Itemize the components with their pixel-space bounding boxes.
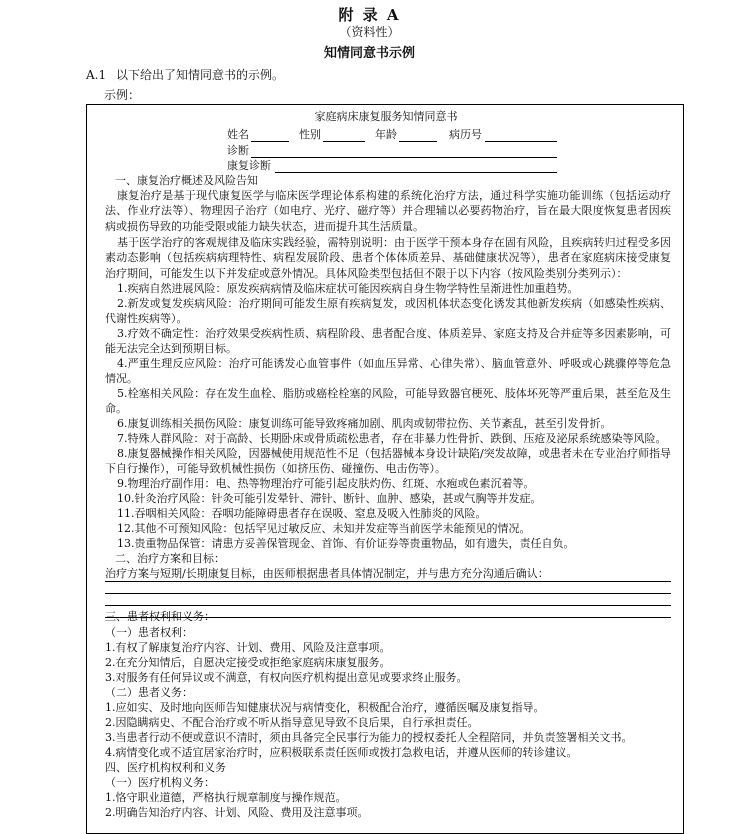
risk-item-10: 10.针灸治疗风险：针灸可能引发晕针、滞针、断针、血肿、感染，甚或气胸等并发症。 bbox=[117, 492, 542, 505]
diagnosis-blank[interactable] bbox=[251, 157, 557, 158]
institution-item-1: 1.恪守职业道德，严格执行规章制度与操作规范。 bbox=[105, 791, 347, 804]
risk-item-1: 1.疾病自然进展风险：原发疾病病情及临床症状可能因疾病自身生物学特性呈渐进性加重趋势。 bbox=[117, 282, 579, 295]
record-blank[interactable] bbox=[485, 141, 557, 142]
appendix-title: 附 录 A bbox=[338, 6, 401, 24]
risk-item-12: 12.其他不可预知风险：包括罕见过敏反应、未知并发症等当前医学未能预见的情况。 bbox=[117, 522, 531, 535]
plan-line-3[interactable] bbox=[105, 605, 671, 606]
appendix-heading: 知情同意书示例 bbox=[323, 46, 415, 61]
risk-item-9: 9.物理治疗副作用：电、热等物理治疗可能引起皮肤灼伤、红斑、水疱或色素沉着等。 bbox=[117, 477, 535, 490]
risk-item-8: 8.康复器械操作相关风险，因器械使用规范性不足（包括器械本身设计缺陷/突发故障，或患者未在专业治疗师指导下自行操作），可能导致机械性损伤（如挤压伤、碰撞伤、电击伤等）。 bbox=[105, 447, 671, 476]
risk-item-3: 3.疗效不确定性：治疗效果受疾病性质、病程阶段、患者配合度、体质差异、家庭支持及合并症等多因素影响，可能无法完全达到预期目标。 bbox=[105, 327, 671, 356]
section-number: A.1 bbox=[86, 68, 107, 82]
section-a1 bbox=[86, 66, 284, 83]
risk-item-4: 4.严重生理反应风险：治疗可能诱发心血管事件（如血压异常、心律失常）、脑血管意外、呼吸或心跳骤停等危急情况。 bbox=[105, 357, 671, 386]
duties-item-4: 4.病情变化或不适宜居家治疗时，应积极联系责任医师或拨打急救电话，并遵从医师的转诊建议。 bbox=[105, 746, 578, 759]
s1-paragraph-2: 基于医学治疗的客观规律及临床实践经验，需特别说明：由于医学干预本身存在固有风险，且疾病转归过程受多因素动态影响（包括疾病病理特性、病程发展阶段、患者个体体质差异、基础健康状况等），患者在家庭病床接受康复治疗期间，可能发生以下并发症或意外情况。具体风险类型包括但不限于以下内容（按风险类别分类列示）： bbox=[105, 236, 671, 280]
s3-title: 三、患者权利和义务： bbox=[105, 610, 215, 623]
record-label: 病历号 bbox=[449, 128, 482, 141]
s3-rights-heading: （一）患者权利： bbox=[105, 626, 193, 639]
plan-line-2[interactable] bbox=[105, 593, 671, 594]
duties-item-3: 3.当患者行动不便或意识不清时，须由具备完全民事行为能力的授权委托人全程陪同，并负责签署相关文书。 bbox=[105, 731, 633, 744]
rehab-diagnosis-label: 康复诊断 bbox=[227, 159, 271, 172]
appendix-subtitle: （资料性） bbox=[339, 25, 400, 39]
age-blank[interactable] bbox=[399, 141, 437, 142]
s2-title: 二、治疗方案和目标： bbox=[115, 552, 225, 565]
name-blank[interactable] bbox=[251, 141, 289, 142]
risk-item-5: 5.栓塞相关风险：存在发生血栓、脂肪或癌栓栓塞的风险，可能导致器官梗死、肢体坏死等严重后果，甚至危及生命。 bbox=[105, 387, 671, 416]
s4-title: 四、医疗机构权利和义务 bbox=[105, 761, 226, 774]
s1-title: 一、康复治疗概述及风险告知 bbox=[115, 174, 258, 187]
example-label: 示例： bbox=[104, 88, 141, 102]
s1-paragraph-1: 康复治疗是基于现代康复医学与临床医学理论体系构建的系统化治疗方法，通过科学实施功能训练（包括运动疗法、作业疗法等）、物理因子治疗（如电疗、光疗、磁疗等）并合理辅以必要药物治疗，旨在最大限度恢复患者因疾病或损伤导致的功能受限或能力缺失状态，进而提升其生活质量。 bbox=[105, 189, 671, 233]
s4-duties-heading: （一）医疗机构义务： bbox=[105, 776, 215, 789]
risk-item-6: 6.康复训练相关损伤风险：康复训练可能导致疼痛加剧、肌肉或韧带拉伤、关节紊乱，甚至引发骨折。 bbox=[117, 417, 612, 430]
plan-line-1[interactable] bbox=[105, 581, 671, 582]
consent-form bbox=[86, 104, 684, 834]
s2-text: 治疗方案与短期/长期康复目标，由医师根据患者具体情况制定，并与患方充分沟通后确认： bbox=[105, 567, 549, 580]
diagnosis-label: 诊断 bbox=[227, 144, 249, 157]
institution-item-2: 2.明确告知治疗内容、计划、风险、费用及注意事项。 bbox=[105, 806, 369, 819]
duties-item-1: 1.应如实、及时地向医师告知健康状况与病情变化，积极配合治疗，遵循医嘱及康复指导。 bbox=[105, 701, 545, 714]
gender-blank[interactable] bbox=[323, 141, 365, 142]
s3-duties-heading: （二）患者义务： bbox=[105, 686, 193, 699]
risk-item-7: 7.特殊人群风险：对于高龄、长期卧床或骨质疏松患者，存在非暴力性骨折、跌倒、压疮及泌尿系统感染等风险。 bbox=[117, 432, 667, 445]
risk-item-11: 11.吞咽相关风险：吞咽功能障碍患者存在误吸、窒息及吸入性肺炎的风险。 bbox=[117, 507, 487, 520]
name-label: 姓名 bbox=[227, 128, 249, 141]
rights-item-3: 3.对服务有任何异议或不满意，有权向医疗机构提出意见或要求终止服务。 bbox=[105, 671, 468, 684]
section-text: 以下给出了知情同意书的示例。 bbox=[116, 68, 285, 82]
duties-item-2: 2.因隐瞒病史、不配合治疗或不听从指导意见导致不良后果，自行承担责任。 bbox=[105, 716, 479, 729]
age-label: 年龄 bbox=[375, 128, 397, 141]
risk-item-2: 2.新发或复发疾病风险：治疗期间可能发生原有疾病复发，或因机体状态变化诱发其他新发疾病（如感染性疾病、代谢性疾病等）。 bbox=[105, 297, 671, 326]
rights-item-1: 1.有权了解康复治疗内容、计划、费用、风险及注意事项。 bbox=[105, 641, 391, 654]
rights-item-2: 2.在充分知情后，自愿决定接受或拒绝家庭病床康复服务。 bbox=[105, 656, 391, 669]
gender-label: 性别 bbox=[299, 128, 321, 141]
form-title: 家庭病床康复服务知情同意书 bbox=[314, 110, 458, 123]
rehab-diagnosis-blank[interactable] bbox=[275, 172, 557, 173]
risk-item-13: 13.贵重物品保管：请患方妥善保管现金、首饰、有价证券等贵重物品，如有遗失，责任自负。 bbox=[117, 537, 575, 550]
